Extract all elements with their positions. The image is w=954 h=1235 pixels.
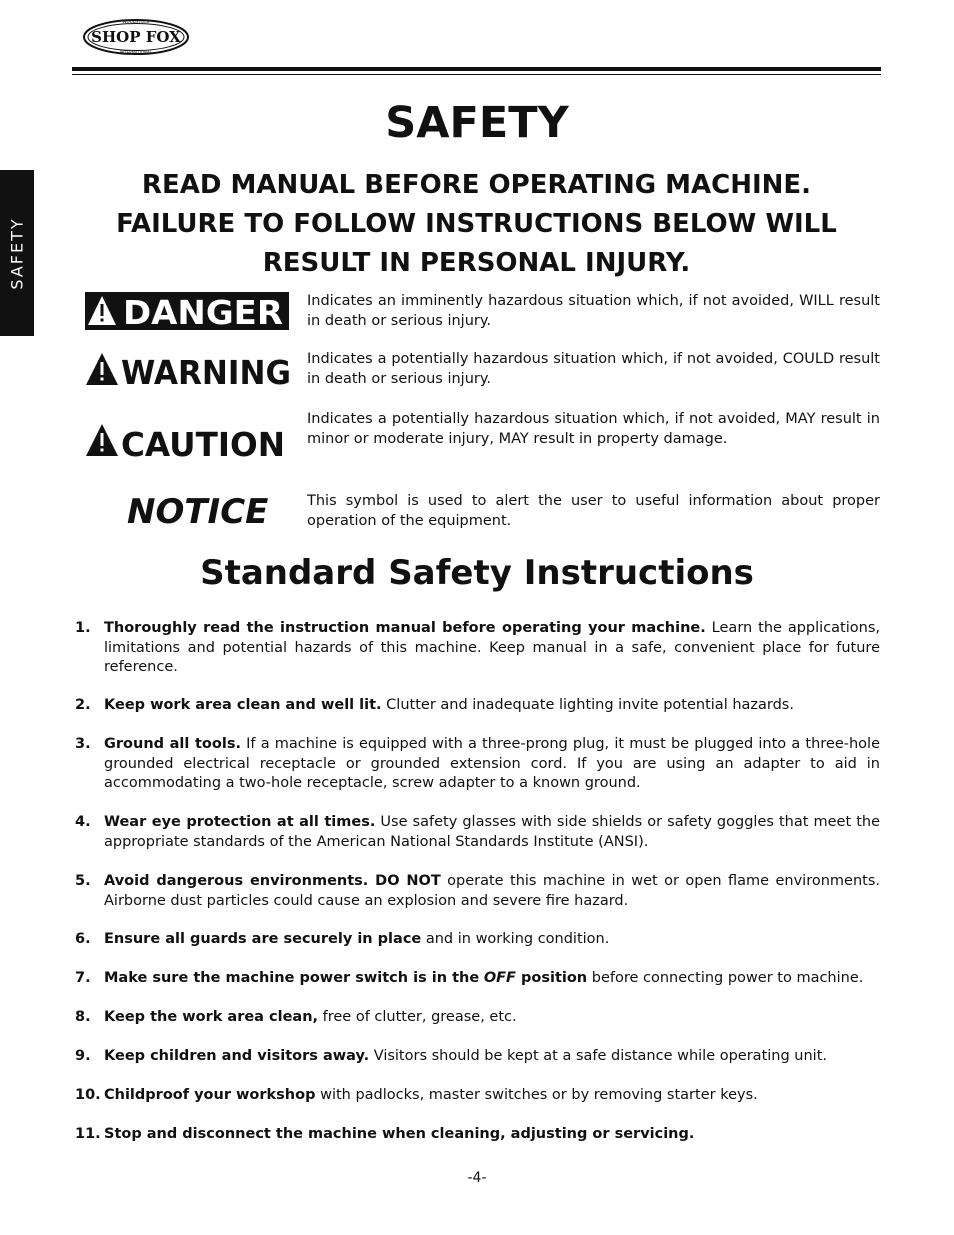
warning-heading-line: FAILURE TO FOLLOW INSTRUCTIONS BELOW WILL [116, 209, 837, 239]
header-rule-thin [72, 74, 881, 75]
instruction-item: 4. Wear eye protection at all times. Use safety glasses with side shields or safety goggles that meet the appropriate standards of the American National Standards Institute (ANSI). [75, 814, 881, 850]
warning-heading [72, 166, 881, 283]
instruction-item: 5. Avoid dangerous environments. DO NOT operate this machine in wet or open flame environments. Airborne dust particles could cause an explosion and severe fire hazard. [75, 873, 880, 909]
page-title: SAFETY [385, 98, 569, 148]
svg-text:INTERNATIONAL: INTERNATIONAL [119, 50, 153, 55]
svg-text:WARNING: WARNING [121, 353, 291, 388]
instruction-item: 2. Keep work area clean and well lit. Clutter and inadequate lighting invite potential hazards. [75, 697, 794, 713]
instruction-item: 3. Ground all tools. If a machine is equipped with a three-prong plug, it must be plugged into a three-hole grounded electrical receptacle or grounded extension cord. If you are using an adapter to aid in accommodating a two-hole receptacle, screw adapter to a known ground. [75, 736, 880, 791]
warning-heading-line: READ MANUAL BEFORE OPERATING MACHINE. [141, 170, 812, 200]
svg-text:DANGER: DANGER [123, 293, 283, 330]
shop-fox-logo [82, 18, 190, 56]
instruction-item: 11. Stop and disconnect the machine when cleaning, adjusting or servicing. [75, 1126, 695, 1142]
side-tab [0, 170, 34, 336]
warning-description: Indicates a potentially hazardous situation which, if not avoided, COULD result in death or serious injury. [307, 351, 880, 387]
logo-brand-text: SHOP FOX [91, 28, 181, 46]
instruction-item: 9. Keep children and visitors away. Visitors should be kept at a safe distance while operating unit. [75, 1048, 827, 1064]
danger-signal-icon [85, 292, 289, 330]
instruction-item: 6. Ensure all guards are securely in place and in working condition. [75, 931, 610, 947]
section-title: Standard Safety Instructions [200, 553, 754, 593]
caution-signal-icon [85, 421, 287, 461]
page-number: -4- [467, 1170, 487, 1186]
notice-description: This symbol is used to alert the user to useful information about proper operation of the equipment. [307, 493, 880, 529]
svg-text:CAUTION: CAUTION [121, 425, 285, 461]
instruction-item: 7. Make sure the machine power switch is in the OFF position before connecting power to machine. [75, 970, 864, 986]
instruction-item: 8. Keep the work area clean, free of clutter, grease, etc. [75, 1009, 517, 1025]
instruction-item: 1. Thoroughly read the instruction manual before operating your machine. Learn the applications, limitations and potential hazards of this machine. Keep manual in a safe, convenient place for future reference. [75, 620, 880, 675]
header-rule-thick [72, 67, 881, 71]
instruction-item: 10. Childproof your workshop with padlocks, master switches or by removing starter keys. [75, 1087, 758, 1103]
side-tab-label: SAFETY [7, 216, 27, 290]
svg-text:WOODSTOCK: WOODSTOCK [122, 19, 150, 25]
warning-signal-icon [85, 350, 293, 388]
caution-description: Indicates a potentially hazardous situation which, if not avoided, MAY result in minor or moderate injury, MAY result in property damage. [307, 411, 880, 447]
notice-signal-word: NOTICE [127, 492, 269, 532]
danger-description: Indicates an imminently hazardous situation which, if not avoided, WILL result in death or serious injury. [307, 293, 880, 329]
warning-heading-line: RESULT IN PERSONAL INJURY. [262, 248, 691, 278]
